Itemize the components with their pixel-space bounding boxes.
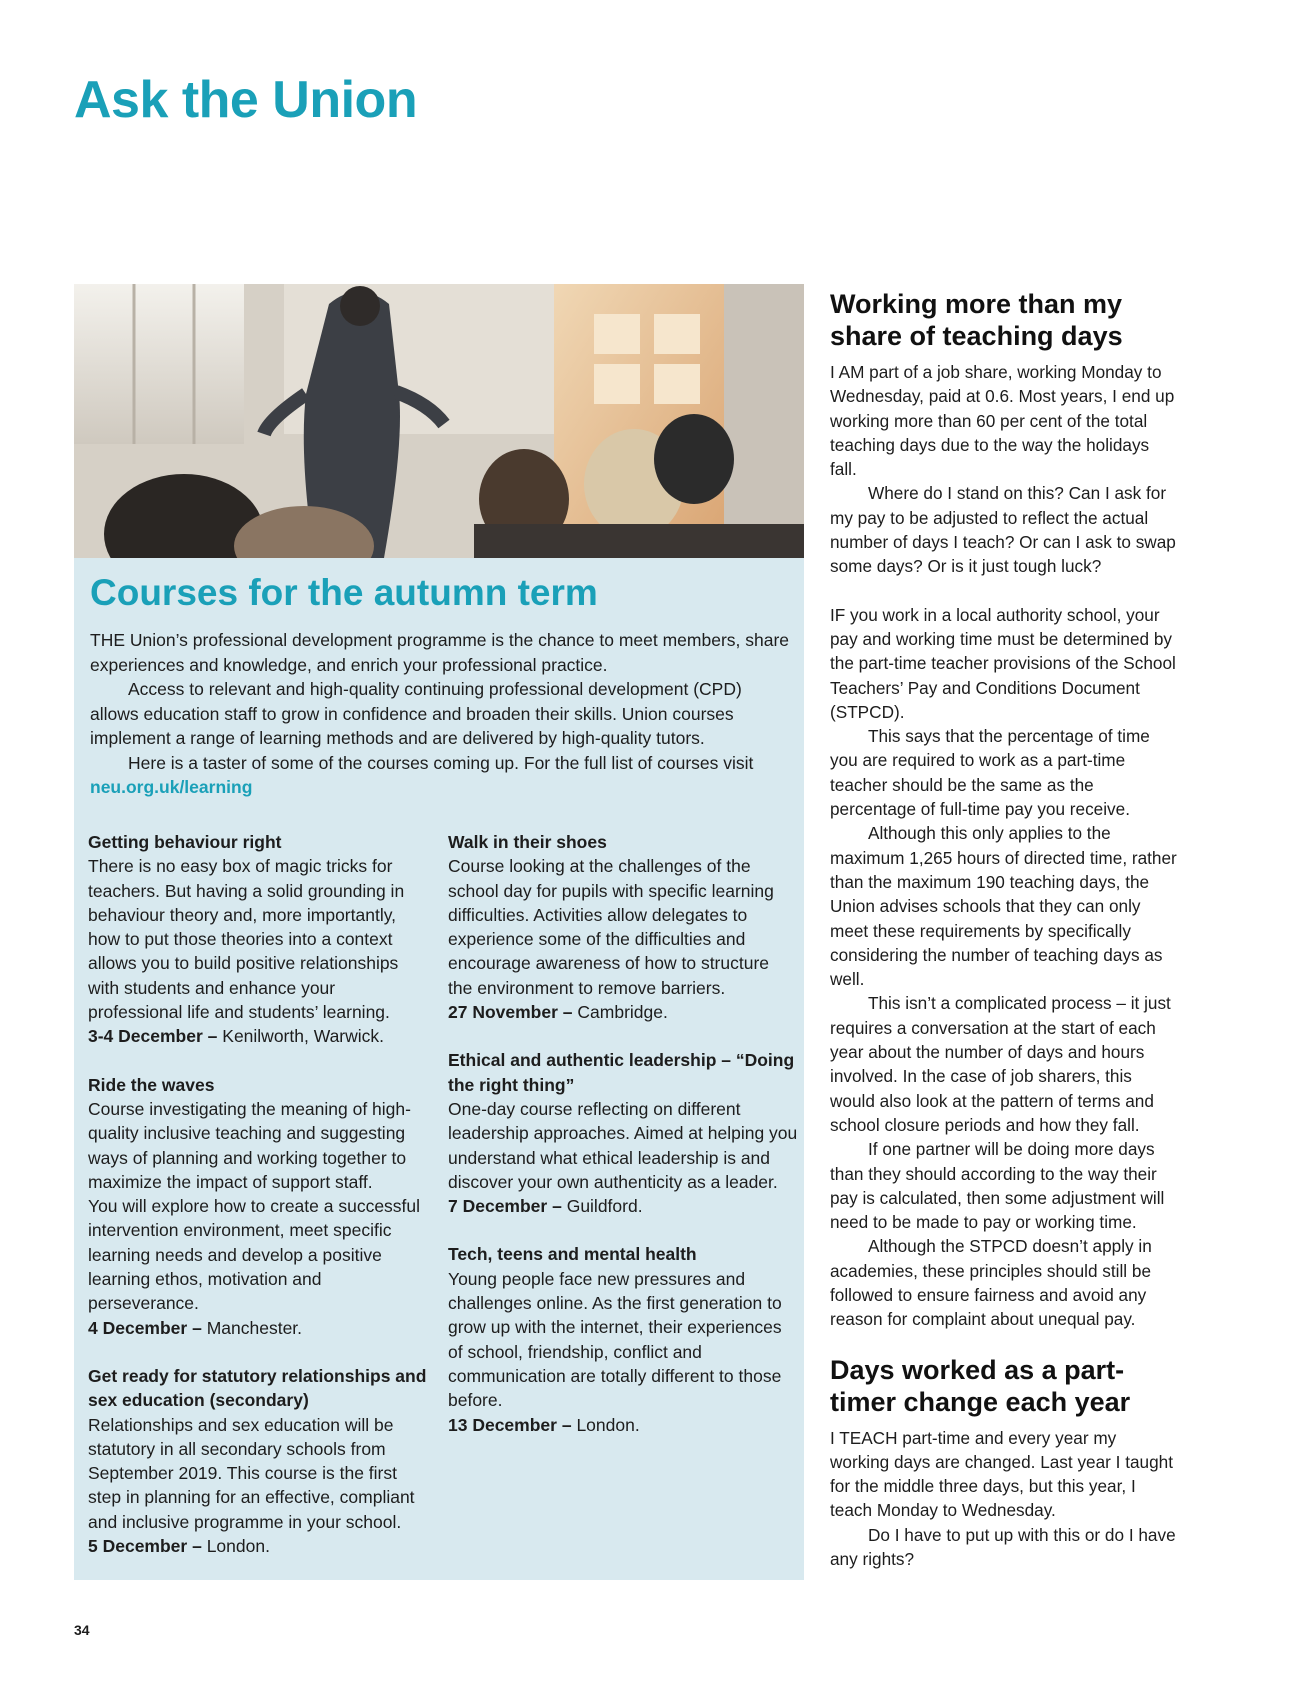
course-date: 7 December – — [448, 1196, 562, 1217]
answer-paragraph: Although the STPCD doesn’t apply in academies, these principles should still be followed to ensure fairness and avoid any reason for complaint about unequal pay. — [830, 1236, 1152, 1330]
courses-intro — [90, 628, 790, 800]
course-item — [448, 1242, 798, 1436]
course-location: Guildford. — [566, 1196, 643, 1217]
qa-column — [830, 288, 1180, 1571]
course-description: Young people face new pressures and challenges online. As the first generation to grow up with the internet, their experiences of school, friendship, conflict and communication are totally different to those before. — [448, 1268, 782, 1411]
answer-paragraph: IF you work in a local authority school, your pay and working time must be determined by the part-time teacher provisions of the School Teachers’ Pay and Conditions Document (STPCD). — [830, 604, 1176, 722]
answer-paragraph: This isn’t a complicated process – it just requires a conversation at the start of each year about the number of days and hours involved. In the case of job sharers, this would also look at the pattern of terms and school closure periods and how they fall. — [830, 993, 1171, 1135]
intro-paragraph: THE Union’s professional development programme is the chance to meet members, share experiences and knowledge, and enrich your professional practice. — [90, 630, 790, 675]
course-date: 4 December – — [88, 1317, 202, 1338]
course-description: One-day course reflecting on different leadership approaches. Aimed at helping you understand what ethical leadership is and discover your own authenticity as a leader. — [448, 1098, 798, 1192]
answer-paragraph: This says that the percentage of time you are required to work as a part-time teacher should be the same as the percentage of full-time pay you receive. — [830, 726, 1150, 820]
course-item — [88, 830, 428, 1049]
course-title: Walk in their shoes — [448, 832, 607, 852]
learning-link[interactable]: neu.org.uk/learning — [90, 777, 253, 797]
course-description: You will explore how to create a successful intervention environment, meet specific learning needs and develop a positive learning ethos, motivation and perseverance. — [88, 1196, 421, 1314]
course-date: 5 December – — [88, 1536, 202, 1557]
courses-title: Courses for the autumn term — [90, 572, 598, 613]
course-date: 27 November – — [448, 1002, 573, 1023]
course-item — [88, 1364, 428, 1558]
page-title: Ask the Union — [74, 71, 418, 129]
course-date: 13 December – — [448, 1414, 572, 1435]
course-title: Ride the waves — [88, 1074, 215, 1095]
courses-panel — [74, 558, 804, 1580]
course-location: Manchester. — [206, 1317, 303, 1338]
course-title: Get ready for statutory relationships and sex education (secondary) — [88, 1365, 427, 1411]
page-number: 34 — [74, 1622, 90, 1638]
question-paragraph: I TEACH part-time and every year my working days are changed. Last year I taught for the middle three days, but this year, I teach Monday to Wednesday. — [830, 1427, 1174, 1521]
course-title: Getting behaviour right — [88, 832, 282, 852]
courses-column-left — [88, 830, 428, 1582]
course-description: Course investigating the meaning of high-quality inclusive teaching and suggesting ways of planning and working together to maximize the impact of support staff. — [88, 1098, 411, 1192]
intro-paragraph: Here is a taster of some of the courses coming up. For the full list of courses visit — [128, 752, 754, 773]
course-description: Course looking at the challenges of the school day for pupils with specific learning difficulties. Activities allow delegates to experience some of the difficulties and encourage awareness of how to structure the environment to remove barriers. — [448, 856, 774, 998]
intro-paragraph: Access to relevant and high-quality continuing professional development (CPD) allows education staff to grow in confidence and broaden their skills. Union courses implement a range of learning methods and are delivered by high-quality tutors. — [90, 679, 742, 748]
qa-heading: Days worked as a part-timer change each year — [830, 1354, 1131, 1417]
question-paragraph: Where do I stand on this? Can I ask for my pay to be adjusted to reflect the actual number of days I teach? Or can I ask to swap some days? Or is it just tough luck? — [830, 483, 1176, 577]
course-description: There is no easy box of magic tricks for teachers. But having a solid grounding in behaviour theory and, more importantly, how to put those theories into a context allows you to build positive relationships with students and enhance your professional life and students’ learning. — [88, 856, 405, 1023]
course-title: Ethical and authentic leadership – “Doing the right thing” — [448, 1050, 795, 1095]
course-description: Relationships and sex education will be statutory in all secondary schools from September 2019. This course is the first step in planning for an effective, compliant and inclusive programme in your school. — [88, 1414, 415, 1532]
course-location: Kenilworth, Warwick. — [222, 1026, 385, 1047]
question-paragraph: Do I have to put up with this or do I have any rights? — [830, 1524, 1176, 1570]
course-date: 3-4 December – — [88, 1026, 218, 1047]
course-title: Tech, teens and mental health — [448, 1244, 697, 1265]
course-item — [88, 1073, 428, 1340]
course-location: London. — [206, 1536, 270, 1557]
course-location: Cambridge. — [577, 1002, 668, 1023]
course-location: London. — [576, 1414, 640, 1435]
course-item — [448, 1048, 798, 1218]
presenter-photo-illustration — [74, 284, 804, 558]
classroom-photo — [74, 284, 804, 558]
courses-column-right — [448, 830, 798, 1461]
qa-heading: Working more than my share of teaching days — [830, 289, 1123, 351]
answer-paragraph: Although this only applies to the maximum 1,265 hours of directed time, rather than the maximum 190 teaching days, the Union advises schools that they can only meet these requirements by specifically considering the number of teaching days as well. — [830, 823, 1177, 990]
answer-paragraph: If one partner will be doing more days than they should according to the way their pay is calculated, then some adjustment will need to be made to pay or working time. — [830, 1139, 1165, 1233]
course-item — [448, 830, 798, 1024]
question-paragraph: I AM part of a job share, working Monday to Wednesday, paid at 0.6. Most years, I end up working more than 60 per cent of the total teaching days due to the way the holidays fall. — [830, 362, 1175, 480]
